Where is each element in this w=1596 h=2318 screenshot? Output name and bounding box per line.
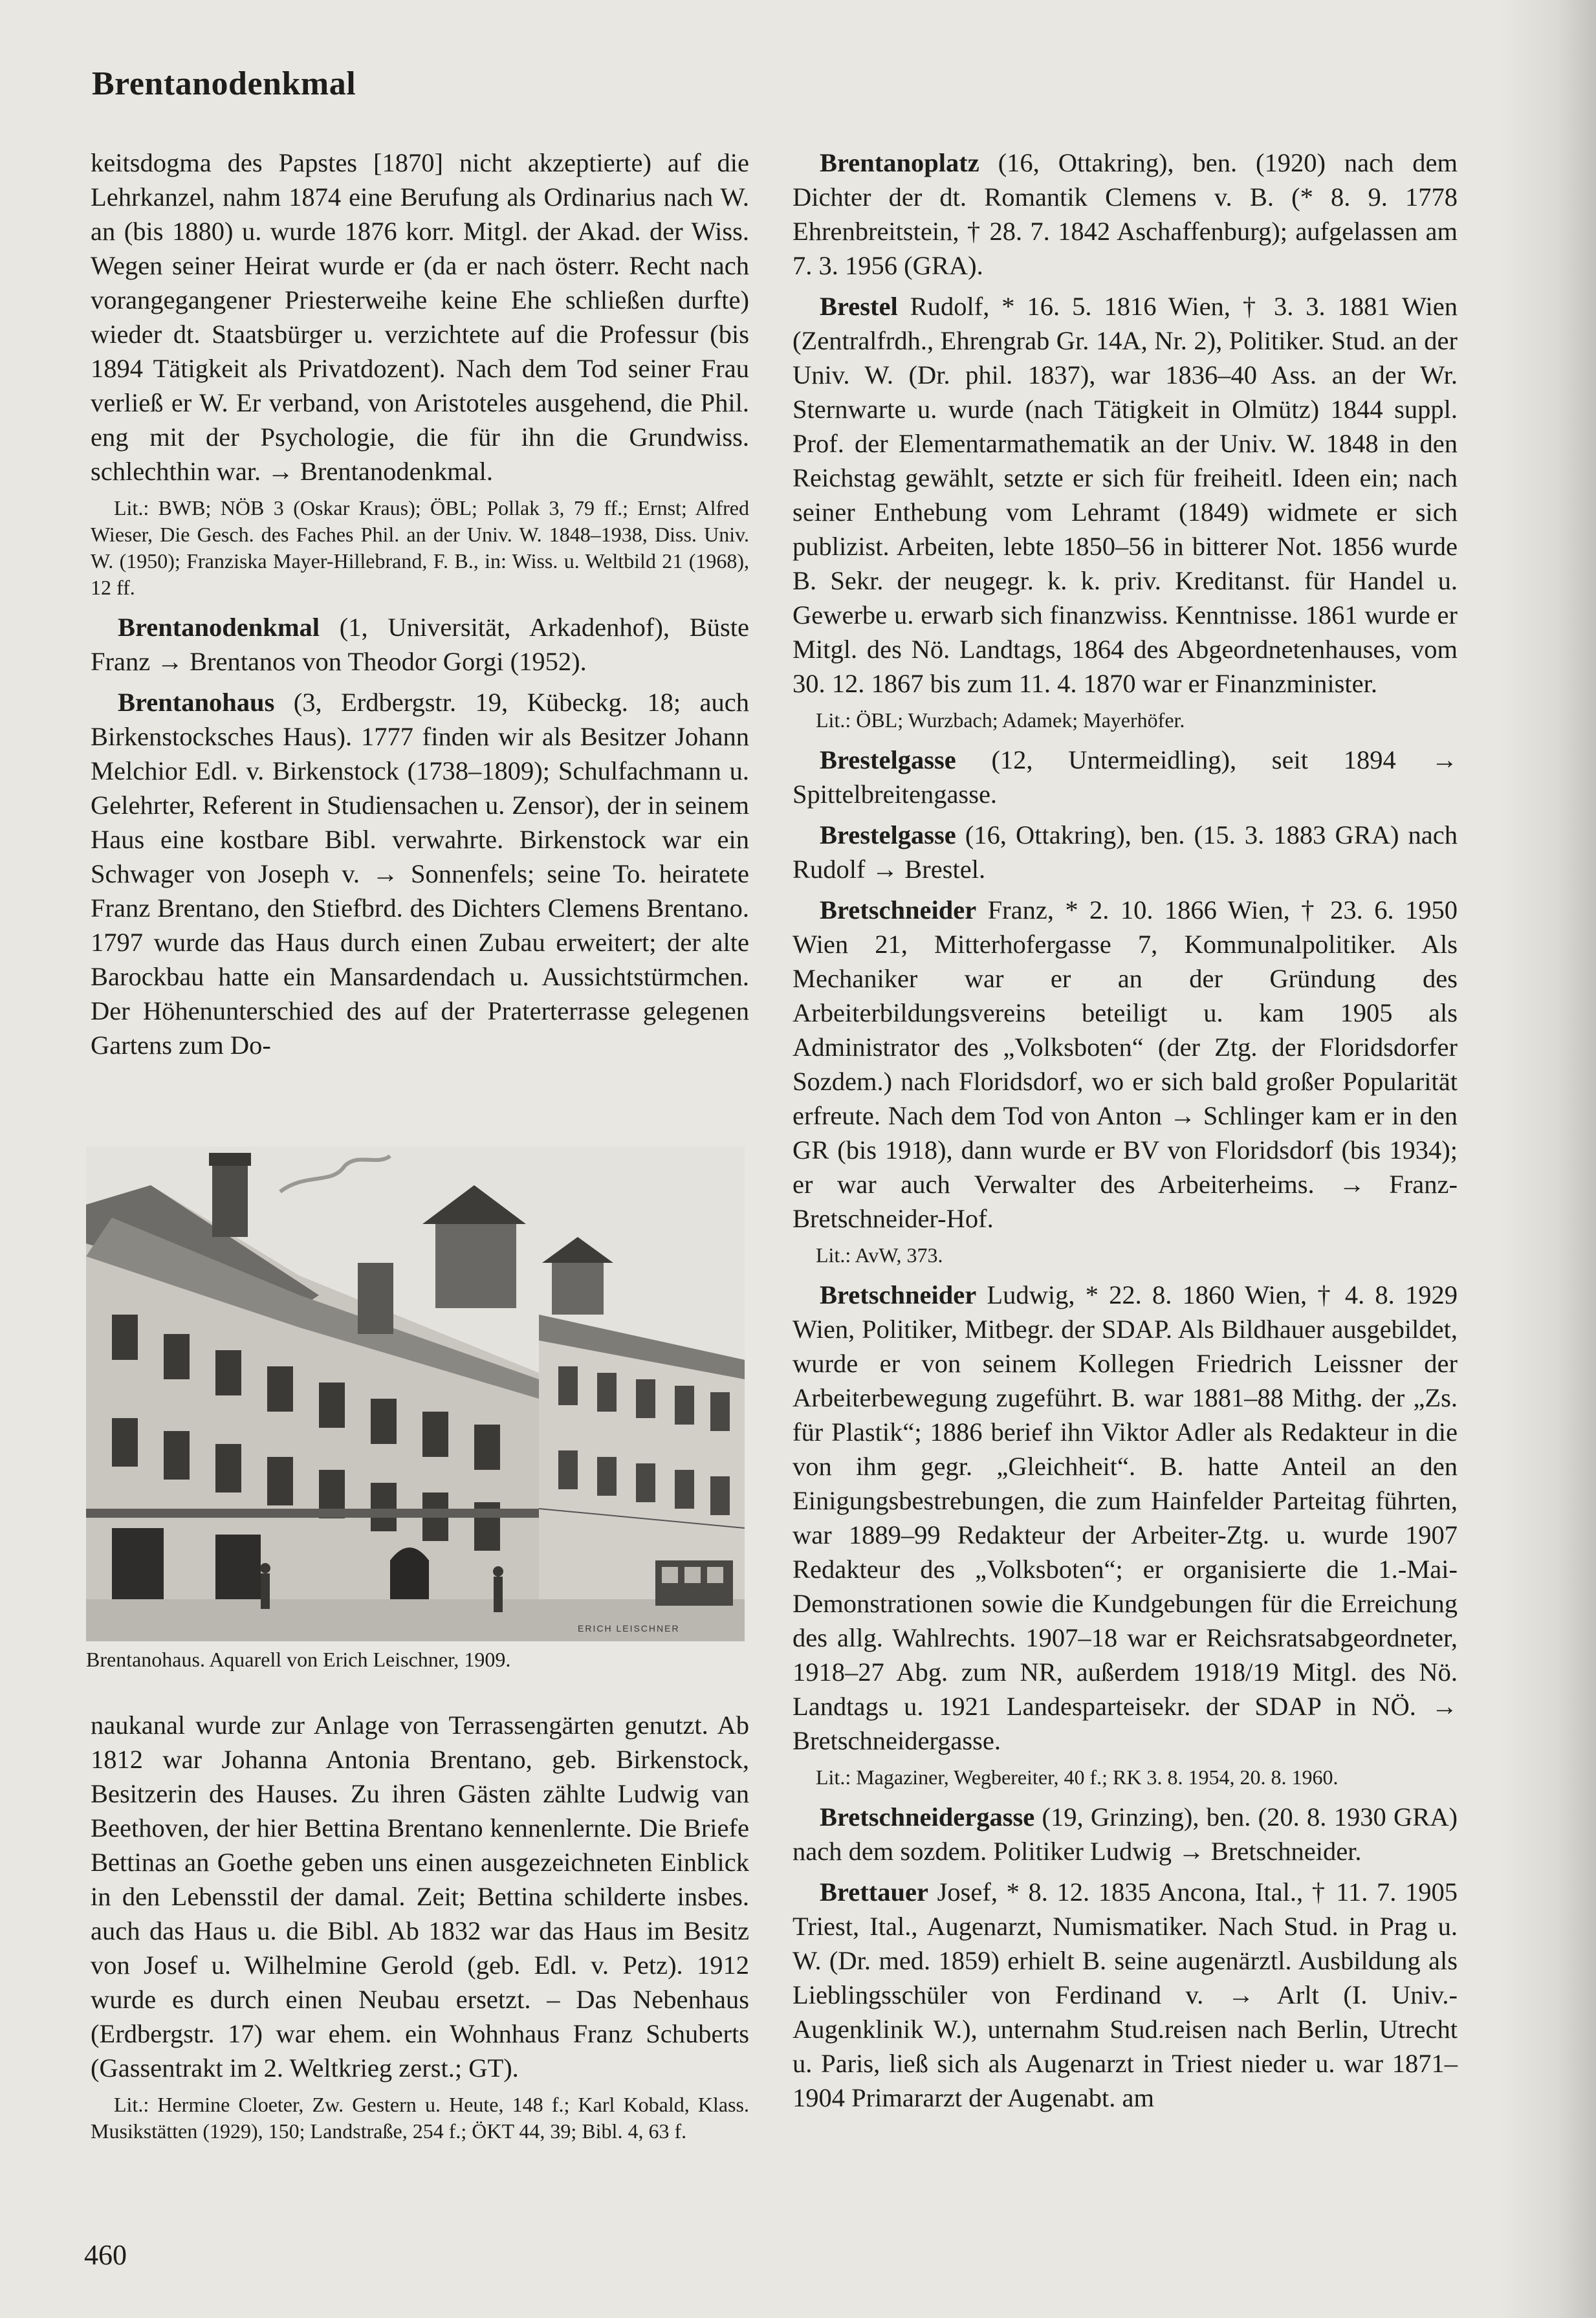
page-number: 460	[84, 2239, 127, 2271]
entry-headword: Brestelgasse	[820, 820, 956, 849]
entry-headword: Brentanodenkmal	[118, 613, 320, 642]
entry-bretschneider-franz	[793, 893, 1458, 1236]
literature-note: Lit.: BWB; NÖB 3 (Oskar Kraus); ÖBL; Pollak 3, 79 ff.; Ernst; Alfred Wieser, Die Gesch. des Faches Phil. an der Univ. W. 1848–1938, Diss. Univ. W. (1950); Franziska Mayer-Hillebrand, F. B., in: Wiss. u. Weltbild 21 (1968), 12 ff.	[91, 496, 749, 599]
entry-brestelgasse-16	[793, 818, 1458, 886]
paragraph-continuation: naukanal wurde zur Anlage von Terrassengärten genutzt. Ab 1812 war Johanna Antonia Brentano, geb. Birkenstock, Besitzerin des Hauses. Zu ihren Gästen zählte Ludwig van Beethoven, der hier Bettina Brentano kennenlernte. Die Briefe Bettinas an Goethe geben uns einen ausgezeichneten Einblick in den Lebensstil der damal. Zeit; Bettina schilderte insbes. auch das Haus u. die Bibl. Ab 1832 war das Haus im Besitz von Josef u. Wilhelmine Gerold (geb. Edl. v. Petz). 1912 wurde es durch einen Neubau ersetzt. – Das Nebenhaus (Erdbergstr. 17) war ehem. ein Wohnhaus Franz Schuberts (Gassentrakt im 2. Weltkrieg zerst.; GT).	[91, 1711, 749, 2083]
entry-brentanoplatz	[793, 146, 1458, 283]
paragraph-continuation: keitsdogma des Papstes [1870] nicht akzeptierte) auf die Lehrkanzel, nahm 1874 eine Berufung als Ordinarius nach W. an (bis 1880) u. wurde 1876 korr. Mitgl. der Akad. der Wiss. Wegen seiner Heirat wurde er (da er nach österr. Recht nach vorangegangener Priesterweihe keine Ehe schließen durfte) wieder dt. Staatsbürger u. verzichtete auf die Professur (bis 1894 Tätigkeit als Privatdozent). Nach dem Tod seiner Frau verließ er W. Er verband, von Aristoteles ausgehend, die Phil. eng mit der Psychologie, die für ihn die Grundwiss. schlechthin war. → Brentanodenkmal.	[91, 148, 749, 486]
running-head: Brentanodenkmal	[92, 65, 356, 102]
entry-brestel	[793, 289, 1458, 701]
entry-headword: Brettauer	[820, 1877, 928, 1907]
entry-text: (3, Erdbergstr. 19, Kübeckg. 18; auch Birkenstocksches Haus). 1777 finden wir als Besitzer Johann Melchior Edl. v. Birkenstock (1738–1809); Schulfachmann u. Gelehrter, Referent in Studiensachen u. Zensor), der in seinem Haus eine kostbare Bibl. verwahrte. Birkenstock war ein Schwager von Joseph v. → Sonnenfels; seine To. heiratete Franz Brentano, den Stiefbrd. des Dichters Clemens Brentano. 1797 wurde das Haus durch einen Zubau erweitert; der alte Barockbau hatte ein Mansardendach u. Aussichtstürmchen. Der Höhenunterschied des auf der Praterterrasse gelegenen Gartens zum Do-	[91, 688, 749, 1060]
entry-text: (1, Universität, Arkadenhof), Büste Franz → Brentanos von Theodor Gorgi (1952).	[91, 613, 749, 676]
literature-note: Lit.: Magaziner, Wegbereiter, 40 f.; RK 3. 8. 1954, 20. 8. 1960.	[816, 1766, 1339, 1789]
entry-headword: Brentanohaus	[118, 688, 275, 717]
entry-text: Ludwig, * 22. 8. 1860 Wien, † 4. 8. 1929 Wien, Politiker, Mitbegr. der SDAP. Als Bildhauer ausgebildet, wurde er von seinem Kollegen Friedrich Leissner der Arbeiterbewegung zugeführt. B. war 1881–88 Mithg. der „Zs. für Plastik“; 1886 berief ihn Viktor Adler als Redakteur in die von ihm gegr. „Gleichheit“. B. hatte Anteil an den Einigungsbestrebungen, die zum Hainfelder Parteitag führten, war 1889–99 Redakteur der Arbeiter-Ztg. u. wurde 1907 Redakteur des „Volksboten“; er organisierte die 1.-Mai-Demonstrationen sowie die Kundgebungen für die Erreichung des allg. Wahlrechts. 1907–18 war er Reichsratsabgeordneter, 1918–27 Abg. zum NR, außerdem 1918/19 Mitgl. des Nö. Landtags u. 1921 Landesparteisekr. der SDAP in NÖ. → Bretschneidergasse.	[793, 1280, 1458, 1755]
artist-signature: ERICH LEISCHNER	[578, 1623, 680, 1634]
entry-headword: Brestel	[820, 292, 898, 321]
literature-note: Lit.: ÖBL; Wurzbach; Adamek; Mayerhöfer.	[816, 708, 1185, 732]
entry-headword: Bretschneider	[820, 895, 977, 924]
watercolor-illustration	[86, 1146, 745, 1641]
left-column-bottom	[91, 1708, 749, 2154]
entry-brentanohaus	[91, 685, 749, 1062]
right-column	[793, 146, 1458, 2121]
figure-caption: Brentanohaus. Aquarell von Erich Leischner, 1909.	[86, 1648, 511, 1671]
entry-bretschneider-ludwig	[793, 1278, 1458, 1758]
left-column-top	[91, 146, 749, 1069]
entry-text: Josef, * 8. 12. 1835 Ancona, Ital., † 11. 7. 1905 Triest, Ital., Augenarzt, Numismatiker. Nach Stud. in Prag u. W. (Dr. med. 1859) erhielt B. seine augenärztl. Ausbildung als Lieblingsschüler von Ferdinand v. → Arlt (I. Univ.-Augenklinik W.), unternahm Stud.reisen nach Berlin, Utrecht u. Paris, ließ sich als Augenarzt in Triest nieder u. war 1871–1904 Primararzt der Augenabt. am	[793, 1877, 1458, 2112]
entry-headword: Brentanoplatz	[820, 148, 979, 177]
entry-text: Rudolf, * 16. 5. 1816 Wien, † 3. 3. 1881 Wien (Zentralfrdh., Ehrengrab Gr. 14A, Nr. 2), Politiker. Stud. an der Univ. W. (Dr. phil. 1837), war 1836–40 Ass. an der Wr. Sternwarte u. wurde (nach Tätigkeit in Olmütz) 1844 suppl. Prof. der Elementarmathematik an der Univ. W. 1848 in den Reichstag gewählt, setzte er sich für freiheitl. Ideen ein; nach seiner Enthebung vom Lehramt (1849) widmete er sich publizist. Arbeiten, lebte 1850–56 in bitterer Not. 1856 wurde B. Sekr. der neugegr. k. k. priv. Kreditanst. für Handel u. Gewerbe u. erwarb sich finanzwiss. Kenntnisse. 1861 wurde er Mitgl. des Nö. Landtags, 1864 des Abgeordnetenhauses, vom 30. 12. 1867 bis zum 11. 4. 1870 war er Finanzminister.	[793, 292, 1458, 698]
entry-headword: Bretschneidergasse	[820, 1802, 1035, 1831]
entry-text: (16, Ottakring), ben. (15. 3. 1883 GRA) nach Rudolf → Brestel.	[793, 820, 1458, 884]
entry-brestelgasse-12	[793, 743, 1458, 811]
entry-bretschneidergasse	[793, 1800, 1458, 1868]
entry-text: Franz, * 2. 10. 1866 Wien, † 23. 6. 1950 Wien 21, Mitterhofergasse 7, Kommunalpolitiker. Als Mechaniker war er an der Gründung des Arbeiterbildungsvereins beteiligt u. kam 1905 als Administrator des „Volksboten“ (der Ztg. der Floridsdorfer Sozdem.) nach Floridsdorf, wo er sich bald großer Popularität erfreute. Nach dem Tod von Anton → Schlinger kam er in den GR (bis 1918), dann wurde er BV von Floridsdorf (bis 1934); er war auch Verwalter des Arbeiterheims. → Franz-Bretschneider-Hof.	[793, 895, 1458, 1233]
entry-headword: Bretschneider	[820, 1280, 977, 1309]
literature-note: Lit.: AvW, 373.	[816, 1243, 943, 1267]
entry-text: (19, Grinzing), ben. (20. 8. 1930 GRA) nach dem sozdem. Politiker Ludwig → Bretschneider.	[793, 1802, 1458, 1866]
entry-text: (16, Ottakring), ben. (1920) nach dem Dichter der dt. Romantik Clemens v. B. (* 8. 9. 1778 Ehrenbreitstein, † 28. 7. 1842 Aschaffenburg); aufgelassen am 7. 3. 1956 (GRA).	[793, 148, 1458, 280]
entry-brettauer	[793, 1875, 1458, 2115]
entry-brentanodenkmal	[91, 610, 749, 679]
entry-headword: Brestelgasse	[820, 745, 956, 774]
literature-note: Lit.: Hermine Cloeter, Zw. Gestern u. Heute, 148 f.; Karl Kobald, Klass. Musikstätten (1929), 150; Landstraße, 254 f.; ÖKT 44, 39; Bibl. 4, 63 f.	[91, 2093, 749, 2143]
entry-text: (12, Untermeidling), seit 1894 → Spittelbreitengasse.	[793, 745, 1458, 809]
